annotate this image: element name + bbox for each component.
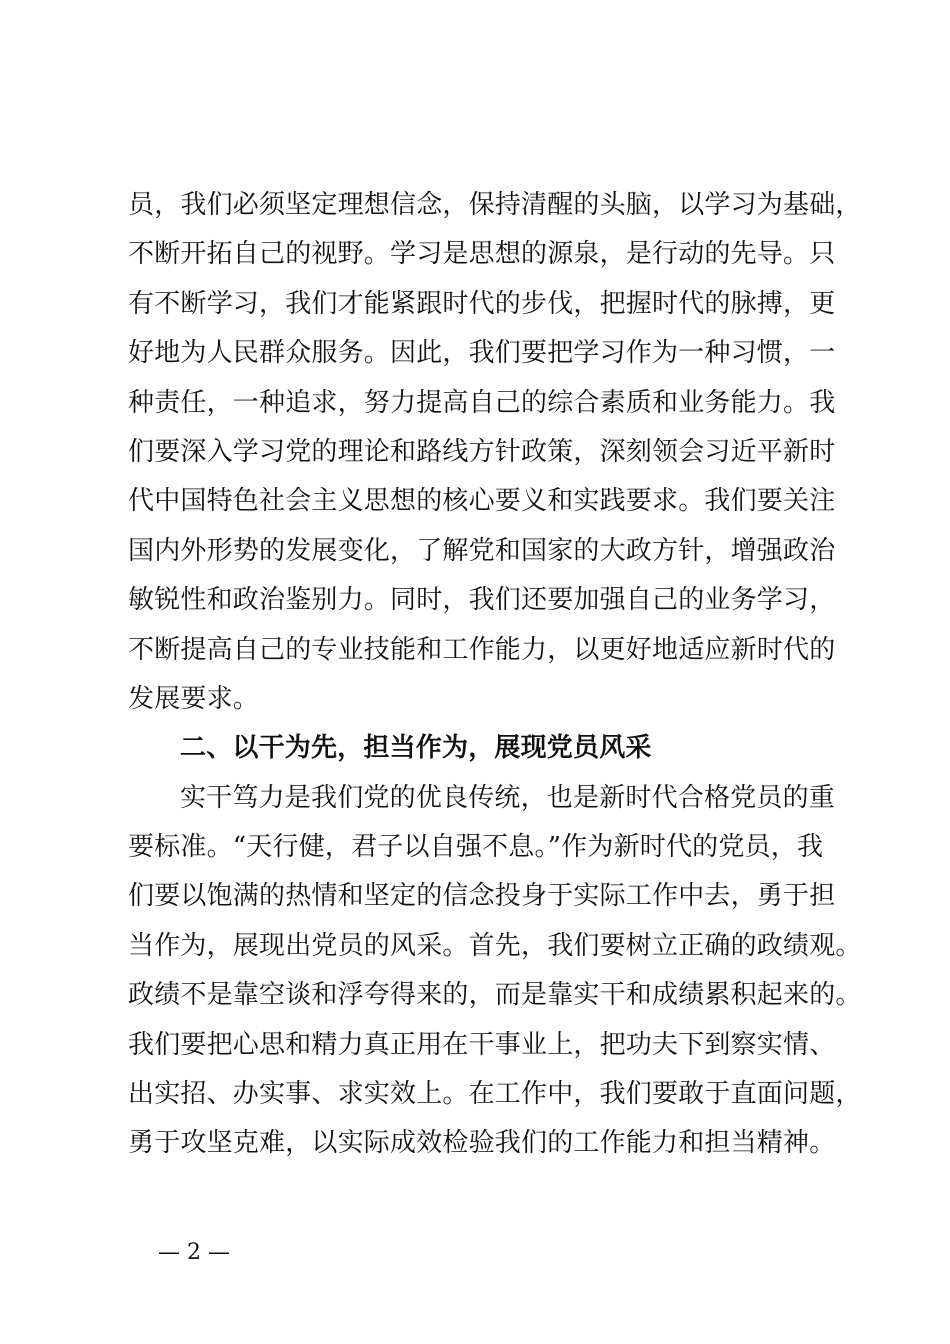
section-heading: 二、以干为先，担当作为，展现党员风采 xyxy=(180,733,652,764)
document-body xyxy=(128,181,862,1169)
section-paragraph-line: 们要以饱满的热情和坚定的信念投身于实际工作中去，勇于担 xyxy=(128,881,836,912)
paragraph-line: 代中国特色社会主义思想的核心要义和实践要求。我们要关注 xyxy=(128,486,836,517)
paragraph-line: 不断提高自己的专业技能和工作能力，以更好地适应新时代的 xyxy=(128,634,836,665)
section-paragraph-line: 出实招、办实事、求实效上。在工作中，我们要敢于直面问题， xyxy=(128,1079,862,1110)
section-paragraph-line: 政绩不是靠空谈和浮夸得来的，而是靠实干和成绩累积起来的。 xyxy=(128,980,862,1011)
section-paragraph-line: 我们要把心思和精力真正用在干事业上，把功夫下到察实情、 xyxy=(128,1029,836,1060)
paragraph-line: 不断开拓自己的视野。学习是思想的源泉，是行动的先导。只 xyxy=(128,239,836,270)
paragraph-line: 敏锐性和政治鉴别力。同时，我们还要加强自己的业务学习， xyxy=(128,585,836,616)
section-paragraph-line: 勇于攻坚克难，以实际成效检验我们的工作能力和担当精神。 xyxy=(128,1128,836,1159)
paragraph-line: 员，我们必须坚定理想信念，保持清醒的头脑，以学习为基础， xyxy=(128,190,862,220)
section-paragraph-line: 当作为，展现出党员的风采。首先，我们要树立正确的政绩观。 xyxy=(128,930,862,961)
paragraph-line: 种责任，一种追求，努力提高自己的综合素质和业务能力。我 xyxy=(128,387,836,418)
paragraph-line: 好地为人民群众服务。因此，我们要把学习作为一种习惯，一 xyxy=(128,338,836,369)
paragraph-line: 们要深入学习党的理论和路线方针政策，深刻领会习近平新时 xyxy=(128,436,836,467)
section-paragraph-line: 要标准。“天行健，君子以自强不息。”作为新时代的党员，我 xyxy=(128,832,824,863)
paragraph-line: 发展要求。 xyxy=(128,683,260,714)
page-number: — 2 — xyxy=(158,1240,230,1265)
paragraph-line: 有不断学习，我们才能紧跟时代的步伐，把握时代的脉搏，更 xyxy=(128,288,836,319)
section-paragraph-line: 实干笃力是我们党的优良传统，也是新时代合格党员的重 xyxy=(180,782,836,813)
paragraph-line: 国内外形势的发展变化，了解党和国家的大政方针，增强政治 xyxy=(128,535,836,566)
